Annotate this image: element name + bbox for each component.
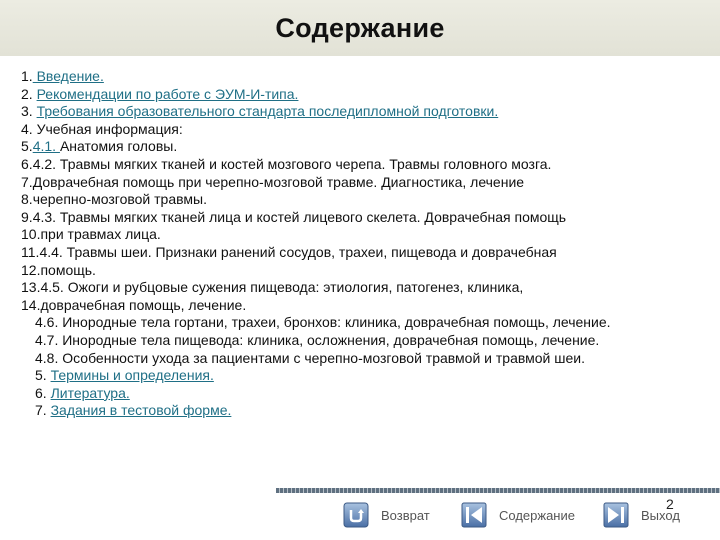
- toc-item: [21, 209, 631, 227]
- toc-text: помощь.: [40, 261, 96, 278]
- return-arrow-icon: [343, 502, 369, 528]
- toc-item: [21, 350, 675, 368]
- toc-number: 10.: [21, 226, 41, 243]
- toc-item: [21, 279, 711, 297]
- toc-number: 3.: [21, 103, 37, 120]
- toc-item: [21, 121, 711, 139]
- toc-text: Анатомия головы.: [59, 138, 178, 155]
- toc-number: 7.: [21, 173, 33, 190]
- toc-text: 4.8. Особенности ухода за пациентами с черепно-мозговой травмой и травмой шеи.: [35, 349, 585, 366]
- exit-label: Выход: [641, 507, 680, 523]
- toc-link-standard-requirements[interactable]: Требования образовательного стандарта последипломной подготовки.: [36, 103, 499, 120]
- footer-divider: [276, 488, 720, 493]
- toc-text: Доврачебная помощь при черепно-мозговой травме. Диагностика, лечение: [32, 173, 525, 190]
- toc-link-introduction[interactable]: Введение.: [32, 68, 104, 84]
- toc-item: [21, 138, 711, 156]
- toc-item: [21, 367, 711, 385]
- toc-text: 4.2. Травмы мягких тканей и костей мозгового черепа. Травмы головного мозга.: [32, 155, 552, 172]
- toc-item: [21, 68, 711, 86]
- toc-number: 7.: [35, 402, 51, 419]
- toc-link-recommendations[interactable]: Рекомендации по работе с ЭУМ-И-типа.: [36, 85, 299, 102]
- toc-text: 4.3. Травмы мягких тканей лица и костей лицевого скелета. Доврачебная помощь: [32, 208, 567, 225]
- toc-number: 8.: [21, 191, 33, 208]
- toc-item: [21, 297, 711, 315]
- toc-text: доврачебная помощь, лечение.: [40, 296, 247, 313]
- toc-number: 1.: [21, 68, 33, 84]
- toc-text: Учебная информация:: [36, 120, 183, 137]
- toc-text: 4.5. Ожоги и рубцовые сужения пищевода: этиология, патогенез, клиника,: [40, 279, 524, 296]
- toc-item: [21, 103, 711, 121]
- toc-number: 9.: [21, 208, 33, 225]
- toc-number: 14.: [21, 296, 41, 313]
- toc-number: 13.: [21, 279, 41, 296]
- toc-link-test-tasks[interactable]: Задания в тестовой форме.: [50, 402, 232, 419]
- toc-text: 4.7. Инородные тела пищевода: клиника, осложнения, доврачебная помощь, лечение.: [35, 331, 600, 348]
- toc-number: 11.: [21, 243, 40, 260]
- exit-button[interactable]: [603, 501, 680, 529]
- back-label: Возврат: [381, 507, 430, 523]
- table-of-contents: [21, 68, 711, 420]
- contents-label: Содержание: [499, 507, 575, 523]
- toc-text: 4.6. Инородные тела гортани, трахеи, бронхов: клиника, доврачебная помощь, лечение.: [35, 314, 611, 331]
- toc-number: 2.: [21, 85, 37, 102]
- toc-link-literature[interactable]: Литература.: [50, 384, 130, 401]
- toc-item: [21, 226, 711, 244]
- toc-text: при травмах лица.: [40, 226, 161, 243]
- toc-item: [21, 385, 711, 403]
- first-page-icon: [461, 502, 487, 528]
- toc-link-4-1[interactable]: 4.1.: [32, 138, 60, 155]
- toc-item: [21, 156, 711, 174]
- toc-link-terms[interactable]: Термины и определения.: [50, 367, 214, 384]
- toc-text: черепно-мозговой травмы.: [32, 191, 207, 208]
- toc-item: [21, 244, 711, 262]
- page-title: Содержание: [275, 13, 445, 43]
- page-number: 2: [666, 496, 674, 512]
- back-button[interactable]: [343, 501, 430, 529]
- header-bar: [0, 0, 720, 56]
- toc-item: [21, 402, 711, 420]
- last-page-icon: [603, 502, 629, 528]
- toc-item: [21, 174, 711, 192]
- contents-button[interactable]: [461, 501, 575, 529]
- toc-number: 5.: [35, 367, 51, 384]
- toc-item: [21, 332, 655, 350]
- toc-item: [21, 262, 711, 280]
- toc-item: [21, 191, 711, 209]
- toc-item: [21, 314, 685, 332]
- toc-number: 4.: [21, 120, 37, 137]
- toc-number: 5.: [21, 138, 33, 155]
- toc-number: 6.: [35, 384, 51, 401]
- toc-number: 6.: [21, 155, 33, 172]
- toc-text: 4.4. Травмы шеи. Признаки ранений сосудов, трахеи, пищевода и доврачебная: [39, 243, 557, 260]
- toc-item: [21, 86, 711, 104]
- toc-number: 12.: [21, 261, 41, 278]
